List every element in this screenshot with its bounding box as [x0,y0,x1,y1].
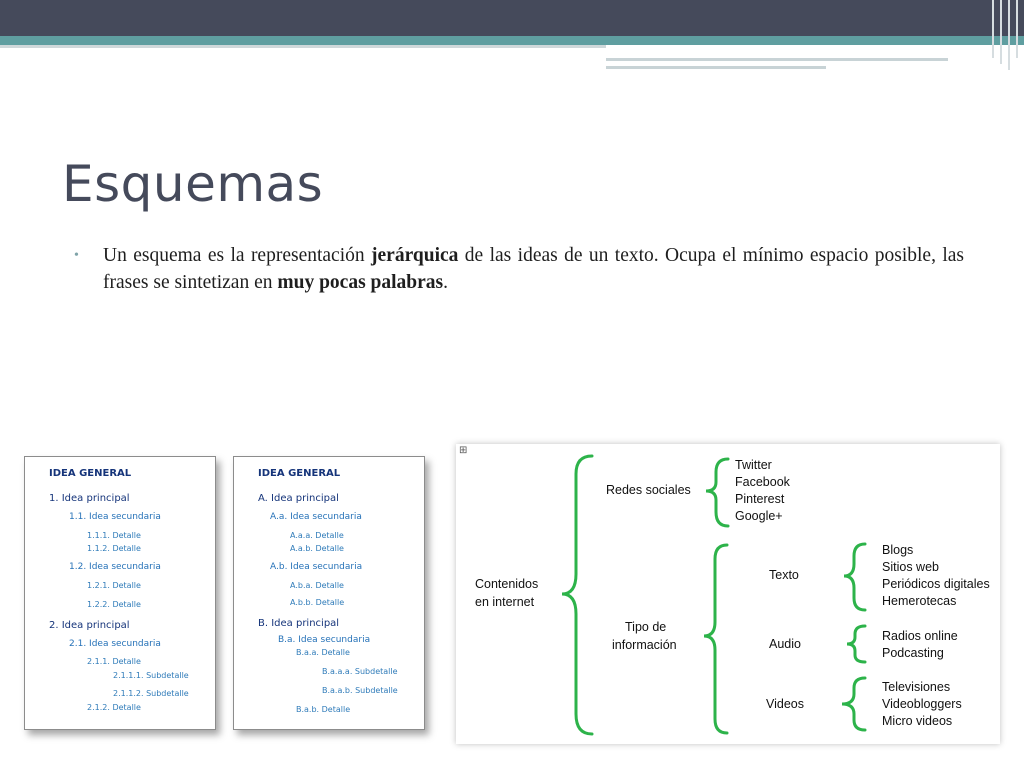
tipo-label-1: Tipo de [625,620,667,634]
videos-label: Videos [766,697,804,711]
outline-card-numeric [24,456,216,730]
outline-line: 2.1.1.2. Subdetalle [113,689,189,698]
body-paragraph [74,242,964,296]
brace-tipo [704,545,727,733]
header-rule [1008,0,1010,70]
texto-label: Texto [769,568,799,582]
text-segment: de las ideas de un texto. Ocupa el mínimo espacio posible, las frases se sintetizan en [103,245,964,293]
outline-line: A.b.a. Detalle [290,581,344,590]
outline-line: 2.1.2. Detalle [87,703,141,712]
outline-line: B.a.a.b. Subdetalle [322,686,398,695]
outline-line: 2.1.1. Detalle [87,657,141,666]
header-band-dark [0,0,1024,36]
outline-line: B. Idea principal [258,618,340,629]
redes-item: Twitter [735,458,772,472]
redes-item: Pinterest [735,492,785,506]
outline-line: 1.2. Idea secundaria [69,562,161,572]
texto-item: Periódicos digitales [882,577,990,591]
outline-line: 1.1. Idea secundaria [69,512,161,522]
header-rule [992,0,994,58]
outline-line: IDEA GENERAL [258,468,341,479]
header-rule [1016,0,1018,58]
brace-group [562,456,865,734]
texto-item: Sitios web [882,560,939,574]
texto-item: Blogs [882,543,914,557]
header-strip [606,66,826,69]
outline-line: A.a.a. Detalle [290,531,344,540]
outline-line: IDEA GENERAL [49,468,132,479]
outline-card-alpha [233,456,425,730]
outline-line: 1.1.1. Detalle [87,531,141,540]
root-label-1: Contenidos [475,577,539,591]
internet-content-diagram [456,444,1000,744]
bold-term: jerárquica [371,245,459,266]
outline-line: 2.1. Idea secundaria [69,639,161,649]
text-segment: Un esquema es la representación [103,245,372,266]
outline-line: A.a. Idea secundaria [270,512,362,522]
outline-line: B.a.a. Detalle [296,648,350,657]
expand-icon[interactable]: ⊞ [459,445,468,456]
header-rule [1000,0,1002,64]
bullet-icon: • [74,248,79,263]
outline-line: A.a.b. Detalle [290,544,344,553]
text-segment: . [443,272,449,293]
outline-line: 1. Idea principal [49,493,130,504]
header-band-pale [0,45,606,48]
paragraph-text [103,242,964,296]
outline-line: 1.2.1. Detalle [87,581,141,590]
outline-line: B.a. Idea secundaria [278,635,371,645]
bold-term: muy pocas palabras [277,272,444,293]
brace-videos [842,678,865,730]
root-label-2: en internet [475,595,535,609]
brace-root [562,456,592,734]
videos-item: Micro videos [882,714,953,728]
outline-line: 1.1.2. Detalle [87,544,141,553]
outline-line: B.a.b. Detalle [296,705,351,714]
redes-item: Google+ [735,509,783,523]
audio-label: Audio [769,637,801,651]
texto-item: Hemerotecas [882,594,957,608]
diagram-svg [456,444,1000,744]
brace-audio [847,626,865,662]
audio-item: Podcasting [882,646,944,660]
slide-title: Esquemas [62,155,324,213]
outline-line: A.b. Idea secundaria [270,562,363,572]
videos-item: Televisiones [882,680,951,694]
brace-redes [706,459,728,526]
header-strip [606,58,948,61]
outline-line: 2. Idea principal [49,620,130,631]
audio-item: Radios online [882,629,958,643]
brace-texto [844,544,865,610]
redes-label: Redes sociales [606,483,691,497]
outline-line: B.a.a.a. Subdetalle [322,667,398,676]
header-band-teal [0,36,1024,45]
redes-item: Facebook [735,475,790,489]
outline-line: 2.1.1.1. Subdetalle [113,671,189,680]
tipo-label-2: información [612,638,677,652]
videos-item: Videobloggers [882,697,962,711]
outline-line: 1.2.2. Detalle [87,600,141,609]
outline-line: A.b.b. Detalle [290,598,345,607]
outline-line: A. Idea principal [258,493,339,504]
